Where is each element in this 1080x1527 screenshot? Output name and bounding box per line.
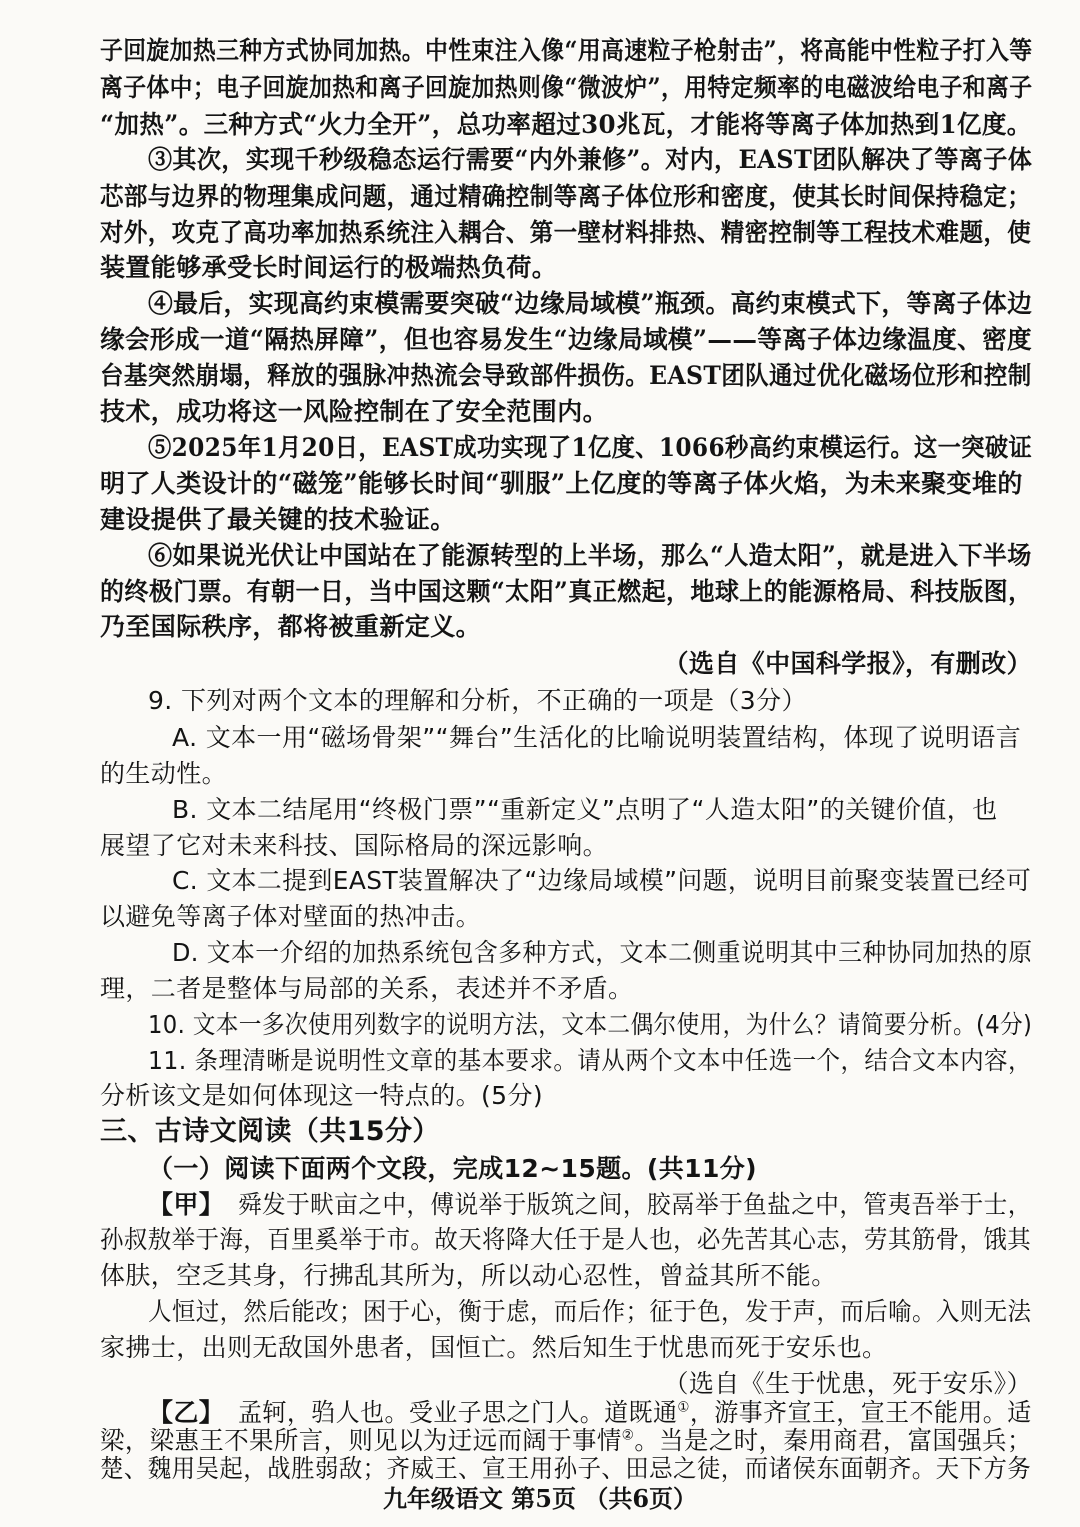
question-11-line: 11. 条理清晰是说明性文章的基本要求。请从两个文本中任选一个，结合文本内容， xyxy=(148,1046,1032,1075)
text-line: 孙叔敖举于海，百里奚举于市。故天将降大任于是人也，必先苦其心志，劳其筋骨，饿其 xyxy=(100,1225,1032,1254)
text-line: 台基突然崩塌，释放的强脉冲热流会导致部件损伤。EAST团队通过优化磁场位形和控制 xyxy=(100,361,1032,390)
text-line: ③其次，实现千秒级稳态运行需要“内外兼修”。对内，EAST团队解决了等离子体 xyxy=(148,145,1033,174)
text-line: 缘会形成一道“隔热屏障”，但也容易发生“边缘局域模”——等离子体边缘温度、密度 xyxy=(100,325,1033,354)
question-10: 10. 文本一多次使用列数字的说明方法，文本二偶尔使用，为什么？请简要分析。(4分) xyxy=(148,1010,1033,1039)
footnote-marker: ① xyxy=(677,1399,690,1416)
text-line: ⑤2025年1月20日，EAST成功实现了1亿度、1066秒高约束模运行。这一突破证 xyxy=(148,433,1033,462)
text-line: 芯部与边界的物理集成问题，通过精确控制等离子体位形和密度，使其长时间保持稳定； xyxy=(100,182,1032,211)
text-line: 家拂士，出则无敌国外患者，国恒亡。然后知生于忧患而死于安乐也。 xyxy=(100,1333,888,1362)
source-citation: （选自《生于忧患，死于安乐》） xyxy=(663,1369,1032,1398)
section-heading: 三、古诗文阅读（共15分） xyxy=(100,1116,440,1147)
text-line: 梁，梁惠王不果所言，则见以为迂远而阔于事情②。当是之时，秦用商君，富国强兵； xyxy=(100,1426,1032,1455)
text-line: 技术，成功将这一风险控制在了安全范围内。 xyxy=(100,397,609,426)
option-b-cont: 展望了它对未来科技、国际格局的深远影响。 xyxy=(100,831,609,860)
option-d: D. 文本一介绍的加热系统包含多种方式，文本二侧重说明其中三种协同加热的原 xyxy=(172,938,1033,967)
text-line: “加热”。三种方式“火力全开”，总功率超过30兆瓦，才能将等离子体加热到1亿度。 xyxy=(100,110,1032,139)
text-line: 孟轲，驺人也。受业子思之门人。道既通①，游事齐宣王，宣王不能用。适 xyxy=(238,1398,1032,1427)
text-line-hidden-under-footer: 楚、魏用吴起，战胜弱敌；齐威王、宣王用孙子、田忌之徒，而诸侯东面朝齐。天下方务 xyxy=(100,1454,1032,1483)
passage-tag: 【乙】 xyxy=(148,1398,225,1427)
text-line: 装置能够承受长时间运行的极端热负荷。 xyxy=(100,253,558,282)
option-a: A. 文本一用“磁场骨架”“舞台”生活化的比喻说明装置结构，体现了说明语言 xyxy=(172,723,1022,752)
option-c-cont: 以避免等离子体对壁面的热冲击。 xyxy=(100,902,482,931)
text-line: ⑥如果说光伏让中国站在了能源转型的上半场，那么“人造太阳”，就是进入下半场 xyxy=(148,541,1032,570)
passage-tag: 【甲】 xyxy=(148,1190,225,1219)
footnote-marker: ② xyxy=(621,1427,635,1444)
text-line: 的终极门票。有朝一日，当中国这颗“太阳”真正燃起，地球上的能源格局、科技版图， xyxy=(100,577,1033,606)
question-11-line: 分析该文是如何体现这一特点的。(5分) xyxy=(100,1081,544,1110)
text-line: ④最后，实现高约束模需要突破“边缘局域模”瓶颈。高约束模式下，等离子体边 xyxy=(148,289,1033,318)
text-line: 对外，攻克了高功率加热系统注入耦合、第一壁材料排热、精密控制等工程技术难题，使 xyxy=(100,218,1032,247)
text-line: 体肤，空乏其身，行拂乱其所为，所以动心忍性，曾益其所不能。 xyxy=(100,1261,837,1290)
text-line: 子回旋加热三种方式协同加热。中性束注入像“用高速粒子枪射击”，将高能中性粒子打入等 xyxy=(100,36,1033,65)
text-line: 离子体中；电子回旋加热和离子回旋加热则像“微波炉”，用特定频率的电磁波给电子和离子 xyxy=(100,73,1033,102)
option-a-cont: 的生动性。 xyxy=(100,759,228,788)
section-subheading: （一）阅读下面两个文段，完成12~15题。(共11分) xyxy=(148,1154,757,1183)
option-b: B. 文本二结尾用“终极门票”“重新定义”点明了“人造太阳”的关键价值，也 xyxy=(172,795,998,824)
question-stem: 9. 下列对两个文本的理解和分析，不正确的一项是（3分） xyxy=(148,686,807,715)
page-footer: 九年级语文 第5页 （共6页） xyxy=(382,1484,698,1513)
source-citation: （选自《中国科学报》，有删改） xyxy=(663,649,1032,678)
text-line: 人恒过，然后能改；困于心，衡于虑，而后作；征于色，发于声，而后喻。入则无法 xyxy=(148,1297,1032,1326)
text-line: 建设提供了最关键的技术验证。 xyxy=(100,505,456,534)
text-line: 舜发于畎亩之中，傅说举于版筑之间，胶鬲举于鱼盐之中，管夷吾举于士， xyxy=(238,1190,1032,1219)
option-c: C. 文本二提到EAST装置解决了“边缘局域模”问题，说明目前聚变装置已经可 xyxy=(172,866,1032,895)
text-line: 乃至国际秩序，都将被重新定义。 xyxy=(100,612,482,641)
text-line: 明了人类设计的“磁笼”能够长时间“驯服”上亿度的等离子体火焰，为未来聚变堆的 xyxy=(100,469,1023,498)
option-d-cont: 理，二者是整体与局部的关系，表述并不矛盾。 xyxy=(100,974,634,1003)
